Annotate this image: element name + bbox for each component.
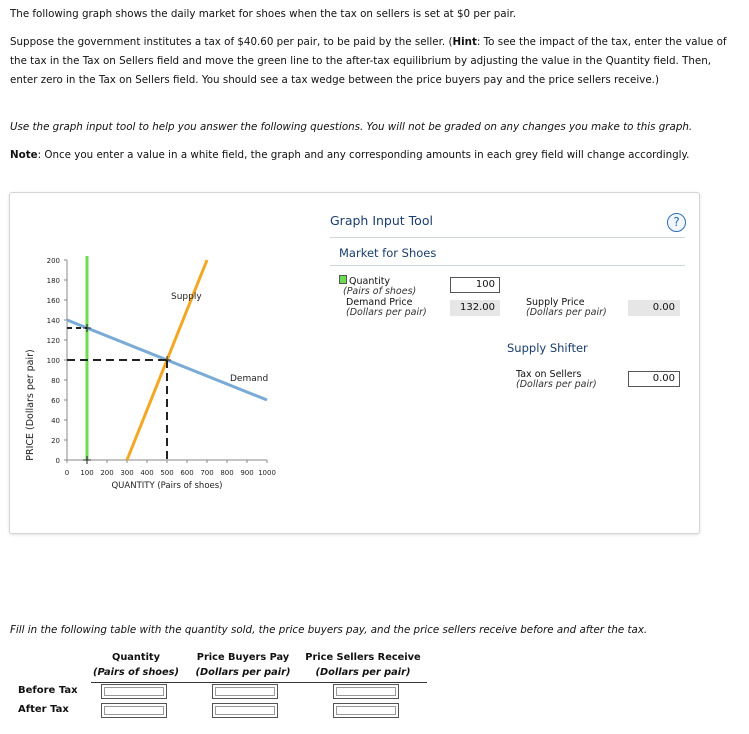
- tax-on-sellers-label: Tax on Sellers (Dollars per pair): [516, 369, 597, 390]
- quantity-input[interactable]: 100: [450, 277, 500, 293]
- help-icon[interactable]: ?: [667, 213, 686, 232]
- y-tick-label: 160: [46, 297, 60, 305]
- y-tick-label: 60: [51, 397, 60, 405]
- x-axis-label: QUANTITY (Pairs of shoes): [111, 481, 223, 491]
- y-tick-label: 80: [51, 377, 60, 385]
- market-title: Market for Shoes: [339, 246, 437, 260]
- supply-price-value: 0.00: [628, 300, 680, 316]
- y-tick-label: 120: [46, 337, 60, 345]
- y-tick-label: 200: [46, 257, 60, 265]
- supply-price-label: Supply Price (Dollars per pair): [526, 297, 607, 318]
- y-tick-label: 40: [51, 417, 60, 425]
- supply-shifter-title: Supply Shifter: [507, 341, 588, 355]
- y-tick-label: 180: [46, 277, 60, 285]
- x-tick-label: 400: [140, 469, 154, 477]
- y-axis-label: PRICE (Dollars per pair): [25, 349, 36, 461]
- quantity-swatch-icon: [339, 275, 347, 284]
- y-tick-label: 20: [51, 437, 60, 445]
- before-tax-seller-price-input[interactable]: [333, 684, 399, 699]
- table-instruction: Fill in the following table with the quantity sold, the price buyers pay, and the price sellers receive before and after the tax.: [10, 624, 648, 636]
- intro-line: The following graph shows the daily market for shoes when the tax on sellers is set at $0 per pair.: [10, 8, 517, 20]
- before-tax-buyer-price-input[interactable]: [212, 684, 278, 699]
- market-divider: [330, 265, 685, 266]
- after-tax-seller-price-input[interactable]: [333, 703, 399, 718]
- x-tick-label: 100: [80, 469, 94, 477]
- instruction-text: Use the graph input tool to help you answer the following questions. You will not be graded on any changes you make to this graph.: [10, 121, 693, 133]
- graph-panel: [9, 192, 700, 534]
- market-graph[interactable]: [10, 193, 310, 523]
- x-tick-label: 800: [220, 469, 234, 477]
- x-tick-label: 200: [100, 469, 114, 477]
- demand-curve-label: Demand: [230, 374, 269, 384]
- x-tick-label: 0: [64, 469, 70, 477]
- col-quantity-header: Quantity (Pairs of shoes): [93, 652, 179, 678]
- demand-price-label: Demand Price (Dollars per pair): [346, 297, 427, 318]
- axis-ticks: [47, 257, 276, 477]
- x-tick-label: 1000: [258, 469, 276, 477]
- graph-input-tool-title: Graph Input Tool: [330, 213, 433, 228]
- x-tick-label: 500: [160, 469, 174, 477]
- table-header-rule: [91, 682, 427, 683]
- tax-scenario-paragraph: Suppose the government institutes a tax of $40.60 per pair, to be paid by the seller. (Hint: To see the impact of the tax, enter the value of the tax in the Tax on Sellers field and move the green line to the after-tax equilibrium by adjusting the value in the Quantity field. Then, enter zero in the Tax on Sellers field. You should see a tax wedge between the price buyers pay and the price sellers receive.): [10, 36, 727, 86]
- y-tick-label: 100: [46, 357, 60, 365]
- x-tick-label: 600: [180, 469, 194, 477]
- note-text: Note: Once you enter a value in a white field, the graph and any corresponding amounts in each grey field will change accordingly.: [10, 149, 690, 161]
- y-tick-label: 0: [55, 457, 60, 465]
- quantity-label: Quantity (Pairs of shoes): [339, 275, 416, 297]
- after-tax-quantity-input[interactable]: [101, 703, 167, 718]
- row-before-tax-label: Before Tax: [18, 685, 78, 696]
- row-after-tax-label: After Tax: [18, 704, 69, 715]
- col-price-sellers-header: Price Sellers Receive (Dollars per pair): [305, 652, 421, 678]
- title-divider: [330, 237, 685, 238]
- x-tick-label: 300: [120, 469, 134, 477]
- demand-price-value: 132.00: [450, 300, 500, 316]
- before-tax-quantity-input[interactable]: [101, 684, 167, 699]
- y-tick-label: 140: [46, 317, 60, 325]
- after-tax-buyer-price-input[interactable]: [212, 703, 278, 718]
- tax-on-sellers-input[interactable]: 0.00: [628, 371, 680, 387]
- curves: [67, 256, 267, 464]
- col-price-buyers-header: Price Buyers Pay (Dollars per pair): [195, 652, 291, 678]
- x-tick-label: 900: [240, 469, 254, 477]
- supply-curve-label: Supply: [171, 292, 202, 302]
- x-tick-label: 700: [200, 469, 214, 477]
